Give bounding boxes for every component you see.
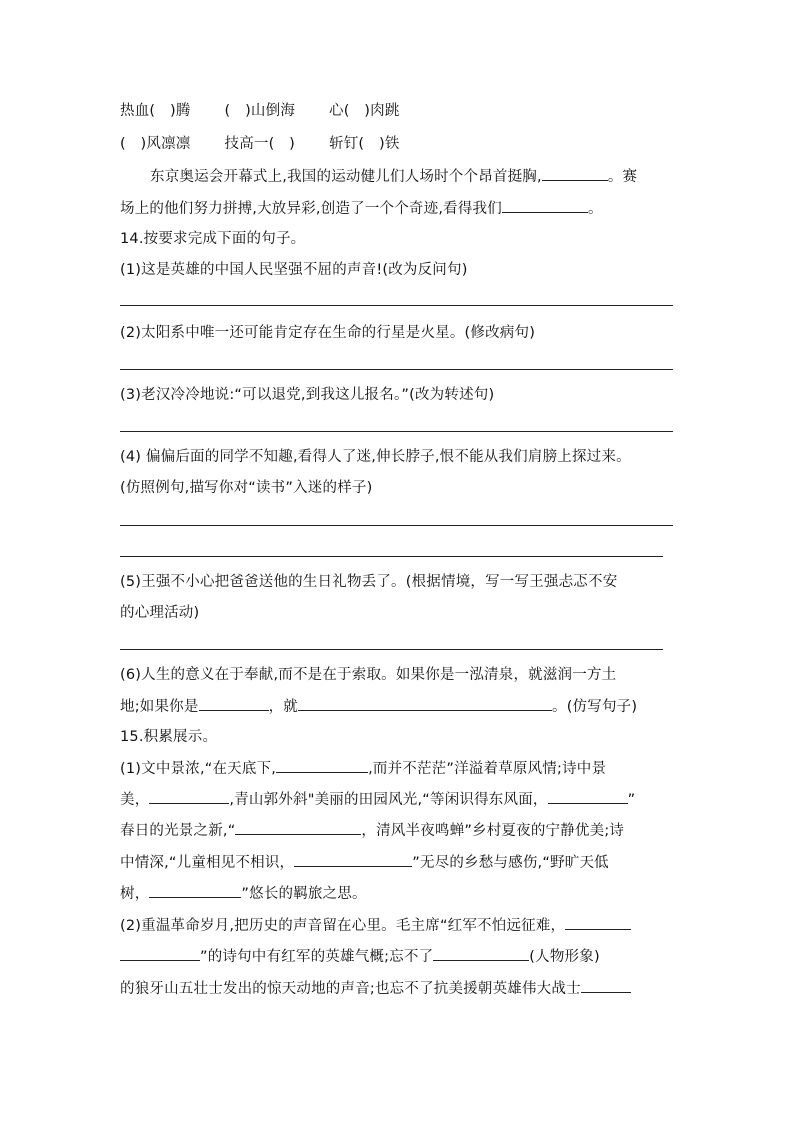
answer-line[interactable] <box>120 525 673 526</box>
answer-blank[interactable] <box>149 883 241 898</box>
idiom-2: ( )山倒海 <box>224 103 296 119</box>
q14-sentence-1: (1)这是英雄的中国人民坚强不屈的声音!(改为反问句) <box>120 262 468 278</box>
answer-line[interactable] <box>120 431 673 432</box>
q14-sentence-2: (2)太阳系中唯一还可能肯定存在生命的行星是火星。(修改病句) <box>120 325 536 341</box>
answer-blank[interactable] <box>565 915 631 930</box>
answer-blank[interactable] <box>276 758 368 773</box>
answer-line[interactable] <box>120 369 673 370</box>
answer-blank[interactable] <box>294 852 412 867</box>
idiom-4: ( )风凛凛 <box>120 136 191 152</box>
idiom-3: 心( )肉跳 <box>329 103 400 119</box>
q14-sentence-5b: 的心理活动) <box>120 605 200 621</box>
q15-part1-line-5: 树， ”悠长的羁旅之思。 <box>120 883 367 904</box>
answer-blank[interactable] <box>149 789 229 804</box>
answer-blank[interactable] <box>120 946 200 961</box>
q15-part2-line-3: 的狼牙山五壮士发出的惊天动地的声音;也忘不了抗美援朝英雄伟大战士 <box>120 978 631 999</box>
q14-sentence-4b: (仿照例句,描写你对“读书”入迷的样子) <box>120 480 373 496</box>
idiom-1: 热血( )腾 <box>120 103 191 119</box>
q15-part1-line-1: (1)文中景浓,“在天底下, ,而并不茫茫”洋溢着草原风情;诗中景 <box>120 758 606 779</box>
q14-sentence-6b: 地;如果你是 ，就 。(仿写句子) <box>120 696 637 717</box>
idiom-5: 技高一( ) <box>224 136 296 152</box>
answer-line[interactable] <box>120 305 673 306</box>
passage-line-2: 场上的他们努力拼搏,大放异彩,创造了一个个奇迹,看得我们 。 <box>120 198 603 219</box>
answer-blank[interactable] <box>581 978 631 993</box>
answer-line[interactable] <box>120 649 663 650</box>
passage-line-1: 东京奥运会开幕式上,我国的运动健儿们人场时个个昂首挺胸, 。赛 <box>150 166 637 187</box>
q14-title: 14.按要求完成下面的句子。 <box>120 231 306 247</box>
answer-blank[interactable] <box>199 696 269 711</box>
idiom-row-2 <box>120 134 400 154</box>
answer-blank[interactable] <box>542 166 608 181</box>
q15-part1-line-4: 中情深,“儿童相见不相识， ”无尽的乡愁与感伤,“野旷天低 <box>120 852 609 873</box>
answer-line[interactable] <box>120 556 663 557</box>
idiom-row-1 <box>120 101 400 121</box>
q14-sentence-5a: (5)王强不小心把爸爸送他的生日礼物丢了。(根据情境，写一写王强忐忑不安 <box>120 574 618 590</box>
q14-sentence-6a: (6)人生的意义在于奉献,而不是在于索取。如果你是一泓清泉，就滋润一方土 <box>120 667 617 683</box>
answer-blank[interactable] <box>433 946 529 961</box>
idiom-6: 斩钉( )铁 <box>329 136 400 152</box>
q14-sentence-3: (3)老汉冷冷地说:“可以退党,到我这儿报名。”(改为转述句) <box>120 387 495 403</box>
q15-title: 15.积累展示。 <box>120 729 218 745</box>
q15-part2-line-1: (2)重温革命岁月,把历史的声音留在心里。毛主席“红军不怕远征难， <box>120 915 631 936</box>
answer-blank[interactable] <box>235 820 361 835</box>
answer-blank[interactable] <box>298 696 552 711</box>
q15-part1-line-3: 春日的光景之新,“ ，清风半夜鸣蝉”乡村夏夜的宁静优美;诗 <box>120 820 624 841</box>
q15-part1-line-2: 美， ,青山郭外斜"美丽的田园风光,“等闲识得东风面， ” <box>120 789 635 810</box>
answer-blank[interactable] <box>502 198 588 213</box>
q14-sentence-4a: (4) 偏偏后面的同学不知趣,看得人了迷,伸长脖子,恨不能从我们肩膀上探过来。 <box>120 449 631 465</box>
q15-part2-line-2: ”的诗句中有红军的英雄气概;忘不了 (人物形象) <box>120 946 600 967</box>
answer-blank[interactable] <box>548 789 628 804</box>
